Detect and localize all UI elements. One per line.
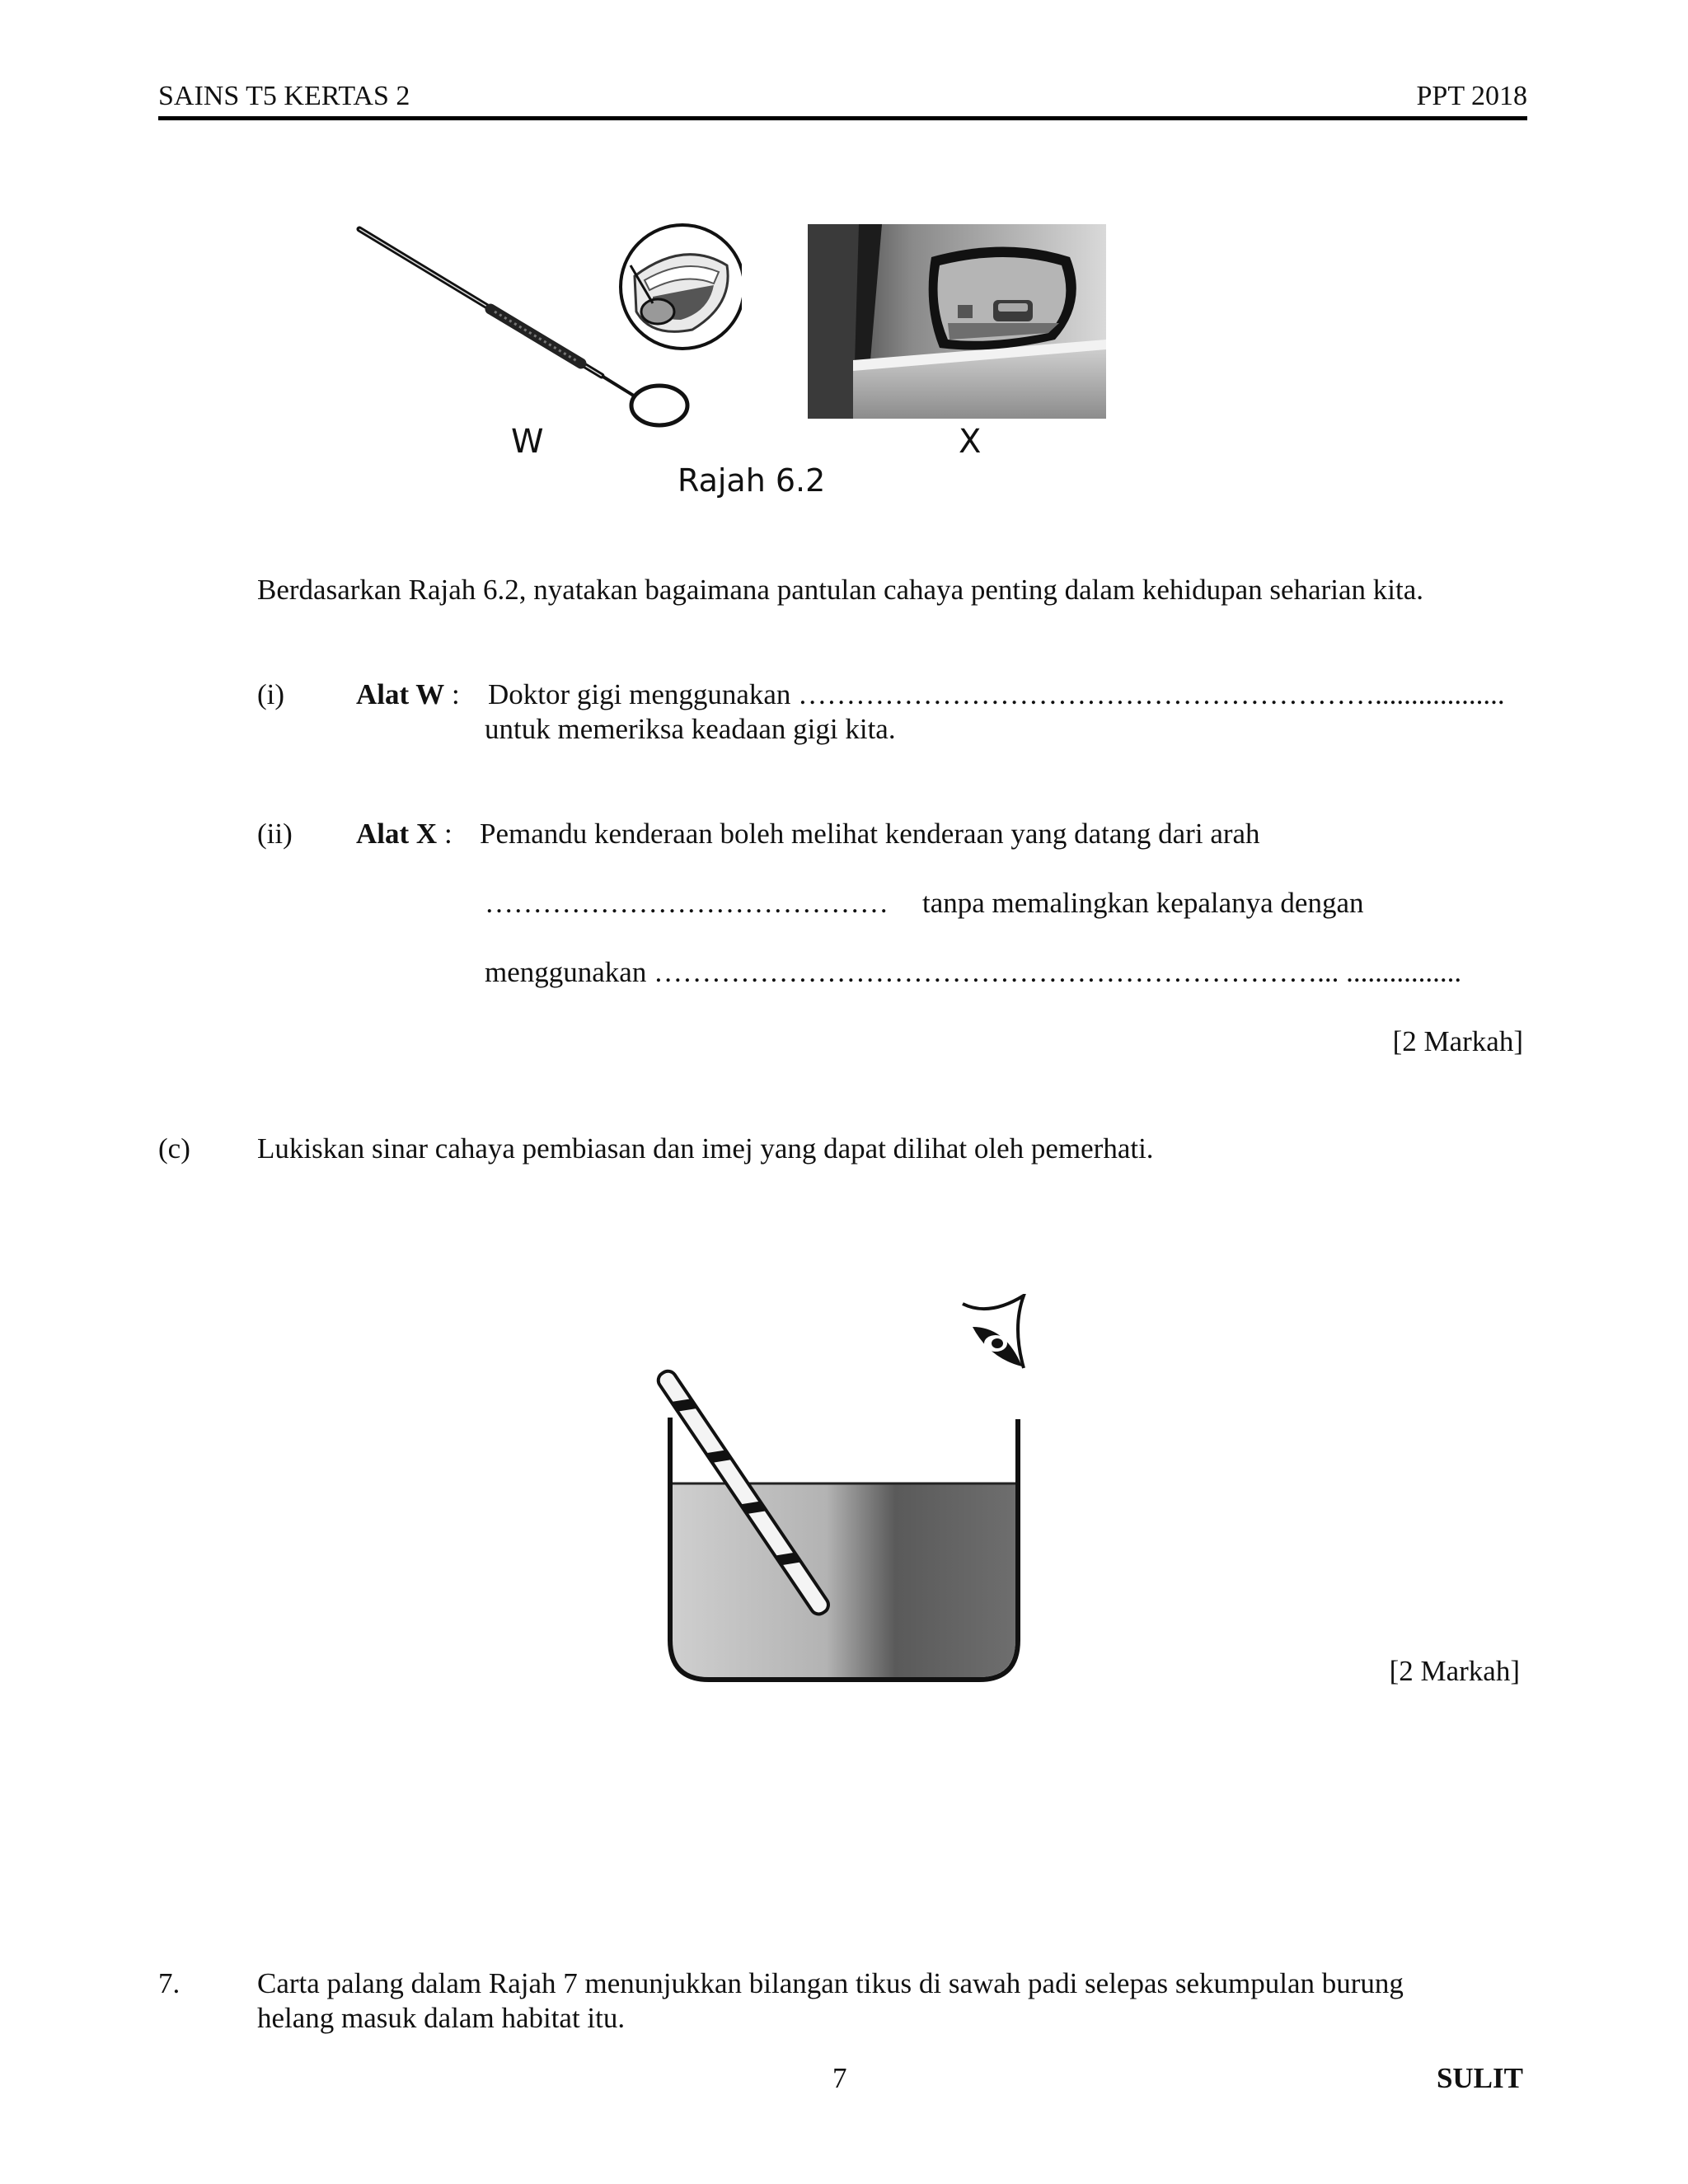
question-7-line-1: Carta palang dalam Rajah 7 menunjukkan bilangan tikus di sawah padi selepas sekumpulan burung — [257, 1967, 1404, 1999]
refraction-diagram — [643, 1294, 1055, 1698]
question-b-marks: [2 Markah] — [1392, 1025, 1523, 1057]
part-i-tool-label — [356, 677, 460, 713]
question-c-number: (c) — [158, 1132, 190, 1165]
mirror-head — [631, 386, 687, 425]
part-i-colon: : — [452, 678, 460, 710]
part-ii-tool-label — [356, 816, 452, 852]
car-side-mirror-photo — [808, 224, 1106, 419]
header-left: SAINS T5 KERTAS 2 — [158, 81, 410, 111]
part-i-number: (i) — [257, 678, 285, 710]
part-ii-colon: : — [443, 818, 452, 850]
part-ii-answer-line-2: tanpa memalingkan kepalanya dengan — [922, 887, 1364, 919]
figure-label-w: W — [511, 423, 544, 461]
dental-mirror-illustration — [346, 214, 742, 437]
header-rule — [158, 116, 1527, 120]
part-ii-answer-line-3: menggunakan ……………………………………………………………... ................ — [485, 956, 1462, 988]
part-i-answer-line-1: Doktor gigi menggunakan …………………………………………………….................. — [488, 678, 1505, 710]
question-7-line-2: helang masuk dalam habitat itu. — [257, 2002, 626, 2034]
figure-label-x: X — [959, 423, 982, 461]
water — [672, 1483, 1015, 1677]
eye-icon — [963, 1296, 1024, 1368]
part-ii-answer-line-1: Pemandu kenderaan boleh melihat kenderaan yang datang dari arah — [480, 818, 1260, 850]
question-c-marks: [2 Markah] — [1389, 1655, 1520, 1687]
part-i-answer-line-2: untuk memeriksa keadaan gigi kita. — [485, 713, 896, 745]
question-c-prompt: Lukiskan sinar cahaya pembiasan dan imej yang dapat dilihat oleh pemerhati. — [257, 1132, 1154, 1165]
footer-sulit: SULIT — [1436, 2062, 1523, 2094]
question-b-prompt: Berdasarkan Rajah 6.2, nyatakan bagaimana pantulan cahaya penting dalam kehidupan seharian kita. — [257, 574, 1424, 606]
page-number: 7 — [832, 2062, 847, 2094]
figure-caption-6-2: Rajah 6.2 — [678, 462, 826, 499]
question-7-number: 7. — [158, 1967, 181, 1999]
part-ii-number: (ii) — [257, 818, 293, 850]
header-right: PPT 2018 — [1416, 81, 1527, 111]
part-ii-blank: …………………………………… — [485, 887, 889, 919]
part-ii-tool: Alat X — [356, 818, 438, 850]
part-i-tool: Alat W — [356, 678, 445, 710]
